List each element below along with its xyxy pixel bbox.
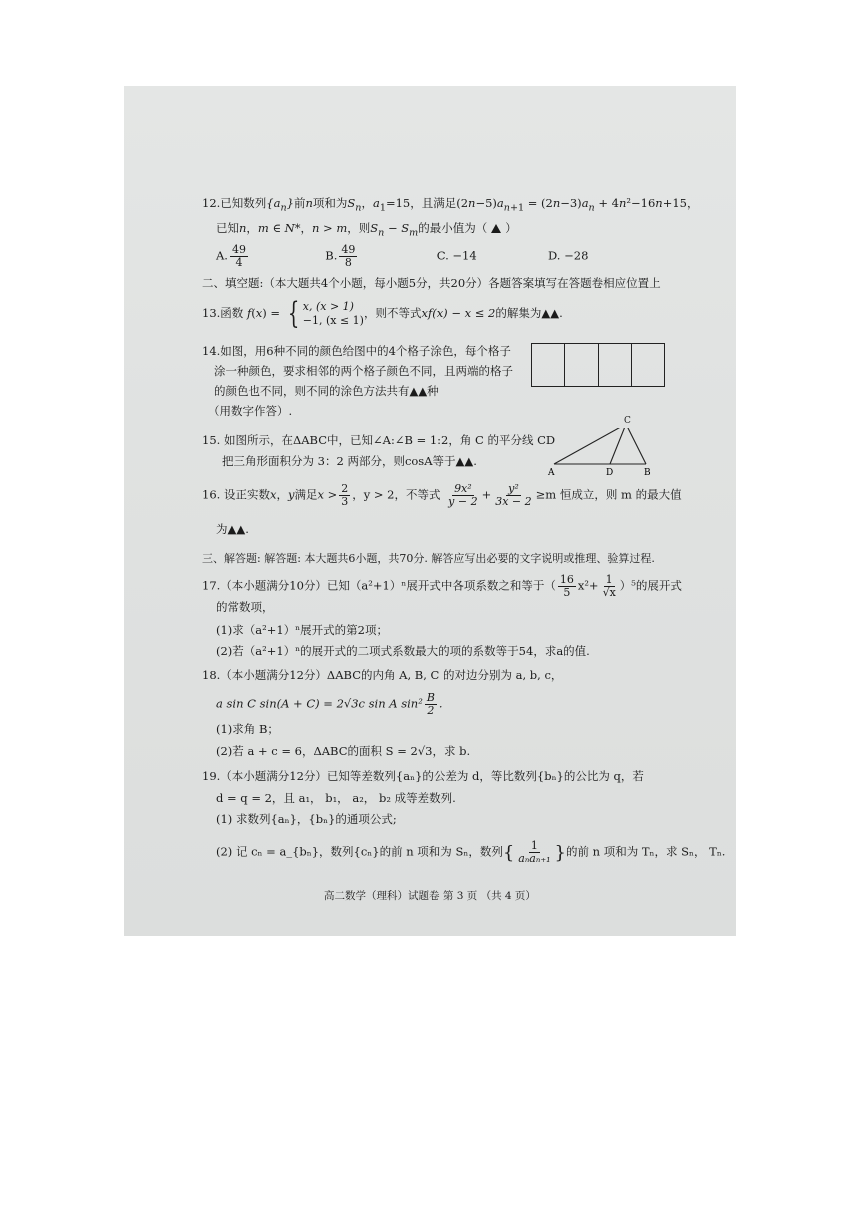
page-footer: 高二数学（理科）试题卷 第 3 页 （共 4 页）: [324, 890, 536, 902]
grid-cell: [565, 344, 598, 386]
q19-sub1: (1) 求数列{aₙ}，{bₙ}的通项公式;: [216, 812, 397, 826]
answer-triangle-icon: [491, 224, 501, 233]
label-a: A: [548, 468, 555, 478]
option-b-fraction: $\frac{49}{8}$: [341, 243, 356, 269]
side-ac: [554, 428, 626, 464]
grid-cell: [599, 344, 632, 386]
q17-sub1: (1)求（a²+1）ⁿ展开式的第2项；: [216, 623, 388, 637]
triangle-abc-figure: [544, 428, 660, 478]
q14-line4: （用数字作答）.: [208, 404, 293, 418]
q12-line1: 12.已知数列$\{a_n\}$前n项和为$S_n$，$a_1=15$，且满足$(2n-5)a_{n+1} = (2n-3)a_n + 4n^2-16n+15$，: [202, 196, 699, 214]
fraction-9x2: $\frac{\text{9x²}}{y - 2}$: [448, 482, 478, 508]
q19-sub2: (2) 记 cₙ = a_{bₙ}，数列{cₙ}的前 n 项和为 Sₙ，数列{ $\frac{1}{\text{aₙaₙ₊₁}}$ }的前 n 项和为 Tₙ，求 Sₙ， Tₙ.: [216, 839, 726, 865]
q13: 13.函数 f(x) = { x, (x > 1) −1, (x ≤ 1) ，则不等式xf(x) − x ≤ 2的解集为▲▲.: [202, 296, 563, 331]
q18-line1: 18.（本小题满分12分）ΔABC的内角 A, B, C 的对边分别为 a, b, c，: [202, 668, 563, 682]
section-3-heading: 三、解答题: 解答题: 本大题共6小题，共70分. 解答应写出必要的文字说明或推理、验算过程.: [202, 552, 655, 565]
q12-line2: 已知n，m ∈ N*，n > m，则$S_n - S_m$的最小值为（ ）: [216, 221, 517, 239]
q17-line2: 的常数项，: [216, 600, 274, 614]
label-d: D: [606, 468, 614, 478]
option-a-fraction: $\frac{49}{4}$: [231, 243, 246, 269]
q16-line1: 16. 设正实数x，y满足x > $\frac{2}{3}$ ，y > 2，不等式 $\frac{\text{9x²}}{y - 2}$ + $\frac{\text{y²}}{3x - 2}$ ≥m 恒成立，则 m 的最大值: [202, 482, 682, 508]
q14-line3: 的颜色也不同，则不同的涂色方法共有▲▲种: [214, 384, 439, 398]
q17-line1: 17.（本小题满分10分）已知（a²+1）ⁿ展开式中各项系数之和等于（ $\frac{16}{5}$ x²+ $\frac{1}{√x}$ ）⁵的展开式: [202, 573, 682, 599]
piecewise-cases: x, (x > 1) −1, (x ≤ 1): [302, 300, 364, 327]
q17-sub2: (2)若（a²+1）ⁿ的展开式的二项式系数最大的项的系数等于54，求a的值.: [216, 644, 590, 658]
side-cb: [626, 428, 646, 464]
q18-sub2: (2)若 a + c = 6，ΔABC的面积 S = 2√3，求 b.: [216, 744, 471, 758]
q15-line1: 15. 如图所示，在ΔABC中，已知∠A:∠B = 1:2，角 C 的平分线 CD: [202, 433, 556, 447]
q14-line1: 14.如图，用6种不同的颜色给图中的4个格子涂色，每个格子: [202, 344, 511, 358]
grid-cell: [632, 344, 664, 386]
fraction-y2: $\frac{\text{y²}}{3x - 2}$: [495, 482, 532, 508]
grid-cell: [532, 344, 565, 386]
q16-line2: 为▲▲.: [216, 522, 249, 536]
label-b: B: [644, 468, 651, 478]
four-cell-grid-figure: [531, 343, 665, 387]
section-2-heading: 二、填空题:（本大题共4个小题，每小题5分，共20分）各题答案填写在答题卷相应位置上: [202, 276, 661, 290]
q19-line2: d = q = 2，且 a₁， b₁， a₂， b₂ 成等差数列.: [216, 791, 456, 805]
q18-equation: a sin C sin(A + C) = 2√3c sin A sin² $\frac{B}{2}$ .: [216, 691, 443, 717]
label-c: C: [624, 416, 631, 426]
option-c: C. −14: [436, 248, 477, 263]
scanned-exam-page: [124, 86, 736, 936]
q18-sub1: (1)求角 B；: [216, 722, 279, 736]
q12-options: A. $\frac{49}{4}$ B. $\frac{49}{8}$ C. −14 D. −28: [216, 243, 589, 269]
bisector-cd: [610, 428, 626, 464]
option-d: D. −28: [548, 248, 589, 263]
q19-line1: 19.（本小题满分12分）已知等差数列{aₙ}的公差为 d，等比数列{bₙ}的公比为 q，若: [202, 769, 644, 783]
q14-line2: 涂一种颜色，要求相邻的两个格子颜色不同，且两端的格子: [214, 364, 513, 378]
q15-line2: 把三角形面积分为 3：2 两部分，则cosA等于▲▲.: [222, 454, 477, 468]
